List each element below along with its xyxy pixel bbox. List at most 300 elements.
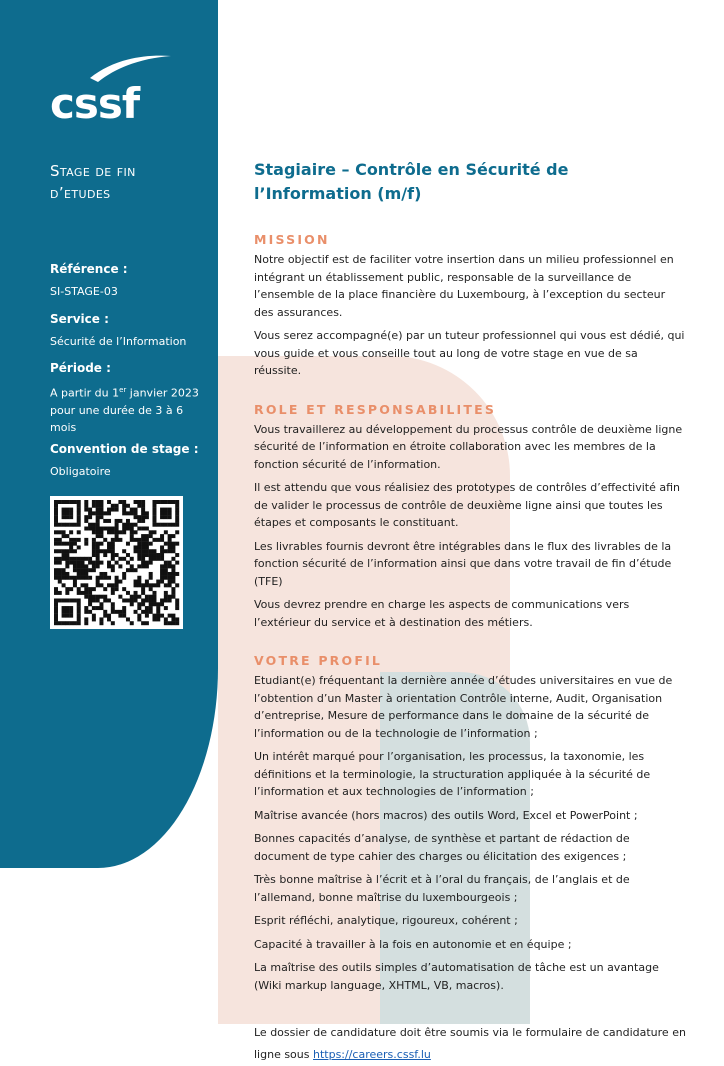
qr-module bbox=[160, 557, 164, 561]
qr-module bbox=[99, 606, 103, 610]
qr-module bbox=[122, 511, 126, 515]
qr-module bbox=[168, 508, 172, 512]
qr-module bbox=[130, 602, 134, 606]
qr-module bbox=[92, 564, 96, 568]
qr-module bbox=[111, 602, 115, 606]
qr-module bbox=[171, 576, 175, 580]
qr-module bbox=[137, 617, 141, 621]
qr-module bbox=[58, 561, 62, 565]
qr-module bbox=[54, 530, 58, 534]
qr-module bbox=[65, 606, 69, 610]
qr-module bbox=[149, 534, 153, 538]
qr-module bbox=[164, 595, 168, 599]
qr-module bbox=[84, 564, 88, 568]
qr-module bbox=[171, 591, 175, 595]
qr-module bbox=[134, 523, 138, 527]
qr-module bbox=[152, 553, 156, 557]
qr-module bbox=[149, 606, 153, 610]
qr-module bbox=[77, 545, 81, 549]
qr-module bbox=[175, 504, 179, 508]
qr-module bbox=[73, 561, 77, 565]
qr-module bbox=[65, 610, 69, 614]
qr-module bbox=[152, 538, 156, 542]
qr-module bbox=[111, 530, 115, 534]
service-label: Service : bbox=[50, 312, 109, 326]
qr-module bbox=[152, 549, 156, 553]
qr-module bbox=[54, 561, 58, 565]
qr-module bbox=[152, 617, 156, 621]
qr-module bbox=[130, 511, 134, 515]
qr-module bbox=[69, 523, 73, 527]
qr-module bbox=[122, 610, 126, 614]
qr-module bbox=[130, 523, 134, 527]
reference-block bbox=[50, 262, 210, 300]
qr-module bbox=[137, 564, 141, 568]
qr-module bbox=[141, 545, 145, 549]
qr-module bbox=[122, 576, 126, 580]
qr-module bbox=[84, 557, 88, 561]
mission-heading: MISSION bbox=[254, 232, 330, 247]
qr-module bbox=[107, 519, 111, 523]
qr-module bbox=[164, 564, 168, 568]
qr-module bbox=[145, 583, 149, 587]
qr-module bbox=[107, 511, 111, 515]
qr-module bbox=[137, 538, 141, 542]
qr-module bbox=[160, 511, 164, 515]
careers-link[interactable]: https://careers.cssf.lu bbox=[313, 1048, 431, 1061]
qr-module bbox=[84, 572, 88, 576]
qr-module bbox=[160, 538, 164, 542]
qr-module bbox=[92, 617, 96, 621]
qr-module bbox=[54, 523, 58, 527]
qr-module bbox=[77, 561, 81, 565]
qr-module bbox=[69, 614, 73, 618]
qr-module bbox=[164, 523, 168, 527]
qr-module bbox=[54, 614, 58, 618]
qr-module bbox=[107, 508, 111, 512]
qr-module bbox=[134, 580, 138, 584]
qr-module bbox=[168, 595, 172, 599]
qr-module bbox=[92, 587, 96, 591]
qr-module bbox=[92, 511, 96, 515]
qr-module bbox=[164, 583, 168, 587]
qr-module bbox=[134, 549, 138, 553]
qr-module bbox=[107, 545, 111, 549]
qr-module bbox=[111, 557, 115, 561]
qr-module bbox=[126, 527, 130, 531]
qr-module bbox=[107, 583, 111, 587]
qr-module bbox=[77, 606, 81, 610]
qr-module bbox=[62, 598, 66, 602]
qr-module bbox=[77, 576, 81, 580]
service-value: Sécurité de l’Information bbox=[50, 335, 187, 348]
qr-module bbox=[168, 534, 172, 538]
qr-module bbox=[103, 511, 107, 515]
qr-module bbox=[84, 504, 88, 508]
qr-module bbox=[156, 617, 160, 621]
qr-module bbox=[92, 538, 96, 542]
qr-module bbox=[126, 553, 130, 557]
qr-module bbox=[164, 561, 168, 565]
qr-module bbox=[175, 508, 179, 512]
qr-module bbox=[65, 553, 69, 557]
qr-module bbox=[118, 557, 122, 561]
qr-module bbox=[92, 598, 96, 602]
qr-module bbox=[92, 542, 96, 546]
qr-module bbox=[92, 530, 96, 534]
qr-module bbox=[156, 500, 160, 504]
main-content bbox=[254, 158, 686, 1066]
qr-module bbox=[58, 621, 62, 625]
qr-module bbox=[58, 598, 62, 602]
qr-module bbox=[175, 511, 179, 515]
qr-module bbox=[145, 610, 149, 614]
qr-module bbox=[65, 523, 69, 527]
qr-module bbox=[62, 583, 66, 587]
qr-module bbox=[168, 621, 172, 625]
qr-module bbox=[168, 598, 172, 602]
qr-module bbox=[92, 561, 96, 565]
qr-module bbox=[77, 519, 81, 523]
qr-module bbox=[62, 568, 66, 572]
qr-module bbox=[149, 530, 153, 534]
qr-module bbox=[118, 614, 122, 618]
qr-module bbox=[107, 530, 111, 534]
qr-module bbox=[168, 500, 172, 504]
qr-module bbox=[54, 538, 58, 542]
qr-module bbox=[137, 515, 141, 519]
sidebar bbox=[0, 0, 218, 868]
qr-module bbox=[84, 587, 88, 591]
qr-module bbox=[96, 549, 100, 553]
qr-module bbox=[126, 617, 130, 621]
qr-module bbox=[168, 511, 172, 515]
qr-module bbox=[171, 500, 175, 504]
qr-module bbox=[149, 553, 153, 557]
qr-module bbox=[96, 530, 100, 534]
qr-module bbox=[175, 515, 179, 519]
qr-module bbox=[99, 530, 103, 534]
qr-module bbox=[84, 576, 88, 580]
qr-module bbox=[96, 598, 100, 602]
qr-module bbox=[54, 519, 58, 523]
profil-item: Esprit réfléchi, analytique, rigoureux, cohérent ; bbox=[254, 914, 518, 927]
qr-module bbox=[164, 542, 168, 546]
qr-module bbox=[115, 527, 119, 531]
qr-module bbox=[130, 534, 134, 538]
qr-module bbox=[62, 500, 66, 504]
qr-module bbox=[115, 576, 119, 580]
periode-value: A partir du 1er janvier 2023 pour une durée de 3 à 6 mois bbox=[50, 386, 199, 434]
qr-module bbox=[96, 500, 100, 504]
qr-module bbox=[168, 549, 172, 553]
qr-module bbox=[84, 519, 88, 523]
qr-module bbox=[99, 583, 103, 587]
qr-module bbox=[62, 511, 66, 515]
qr-module bbox=[130, 557, 134, 561]
qr-module bbox=[88, 568, 92, 572]
qr-module bbox=[92, 545, 96, 549]
qr-module bbox=[175, 583, 179, 587]
qr-module bbox=[96, 557, 100, 561]
qr-module bbox=[171, 617, 175, 621]
qr-module bbox=[141, 500, 145, 504]
qr-module bbox=[145, 553, 149, 557]
qr-module bbox=[88, 523, 92, 527]
qr-module bbox=[152, 500, 156, 504]
qr-module bbox=[62, 621, 66, 625]
qr-module bbox=[134, 598, 138, 602]
svg-text:cssf: cssf bbox=[50, 79, 140, 124]
qr-module bbox=[126, 519, 130, 523]
qr-module bbox=[171, 568, 175, 572]
qr-module bbox=[92, 568, 96, 572]
qr-module bbox=[130, 595, 134, 599]
qr-module bbox=[62, 542, 66, 546]
qr-module bbox=[73, 568, 77, 572]
qr-module bbox=[122, 504, 126, 508]
qr-module bbox=[122, 500, 126, 504]
qr-module bbox=[152, 508, 156, 512]
qr-module bbox=[164, 606, 168, 610]
qr-module bbox=[111, 527, 115, 531]
qr-module bbox=[141, 519, 145, 523]
qr-module bbox=[141, 587, 145, 591]
qr-module bbox=[99, 527, 103, 531]
qr-module bbox=[141, 511, 145, 515]
qr-module bbox=[149, 587, 153, 591]
qr-module bbox=[168, 538, 172, 542]
qr-module bbox=[134, 500, 138, 504]
qr-module bbox=[160, 576, 164, 580]
qr-module bbox=[58, 523, 62, 527]
qr-module bbox=[171, 564, 175, 568]
reference-label: Référence : bbox=[50, 262, 128, 276]
stage-title: Stage de fin d’etudes bbox=[50, 162, 136, 202]
qr-module bbox=[54, 511, 58, 515]
qr-module bbox=[160, 500, 164, 504]
qr-module bbox=[160, 515, 164, 519]
qr-module bbox=[152, 557, 156, 561]
qr-module bbox=[137, 549, 141, 553]
qr-module bbox=[152, 602, 156, 606]
qr-module bbox=[137, 576, 141, 580]
qr-module bbox=[160, 572, 164, 576]
qr-module bbox=[141, 564, 145, 568]
qr-module bbox=[62, 576, 66, 580]
qr-module bbox=[111, 504, 115, 508]
qr-module bbox=[88, 557, 92, 561]
qr-module bbox=[152, 595, 156, 599]
qr-module bbox=[134, 591, 138, 595]
qr-module bbox=[77, 530, 81, 534]
qr-module bbox=[145, 515, 149, 519]
qr-module bbox=[134, 530, 138, 534]
profil-item: La maîtrise des outils simples d’automatisation de tâche est un avantage (Wiki markup language, XHTML, VB, macros). bbox=[254, 961, 659, 992]
qr-module bbox=[152, 614, 156, 618]
periode-block bbox=[50, 361, 210, 436]
qr-module bbox=[96, 511, 100, 515]
qr-module bbox=[149, 576, 153, 580]
service-block bbox=[50, 312, 210, 350]
qr-module bbox=[137, 583, 141, 587]
qr-module bbox=[134, 568, 138, 572]
qr-module bbox=[145, 621, 149, 625]
qr-module bbox=[118, 595, 122, 599]
qr-module bbox=[141, 508, 145, 512]
qr-module bbox=[141, 515, 145, 519]
qr-module bbox=[145, 564, 149, 568]
qr-module bbox=[65, 557, 69, 561]
role-heading: ROLE ET RESPONSABILITES bbox=[254, 401, 497, 417]
qr-module bbox=[145, 545, 149, 549]
qr-module bbox=[115, 523, 119, 527]
qr-module bbox=[160, 602, 164, 606]
qr-module bbox=[145, 598, 149, 602]
qr-module bbox=[54, 542, 58, 546]
qr-module bbox=[160, 508, 164, 512]
qr-module bbox=[77, 617, 81, 621]
qr-module bbox=[130, 508, 134, 512]
qr-module bbox=[134, 583, 138, 587]
qr-module bbox=[164, 576, 168, 580]
qr-module bbox=[107, 564, 111, 568]
qr-module bbox=[96, 606, 100, 610]
qr-module bbox=[168, 580, 172, 584]
qr-module bbox=[145, 542, 149, 546]
qr-module bbox=[99, 500, 103, 504]
qr-module bbox=[77, 515, 81, 519]
qr-module bbox=[73, 583, 77, 587]
qr-module bbox=[164, 530, 168, 534]
qr-module bbox=[84, 591, 88, 595]
qr-module bbox=[73, 500, 77, 504]
qr-module bbox=[69, 561, 73, 565]
qr-module bbox=[88, 527, 92, 531]
qr-module bbox=[54, 508, 58, 512]
qr-module bbox=[149, 542, 153, 546]
qr-module bbox=[141, 538, 145, 542]
qr-module bbox=[126, 542, 130, 546]
qr-module bbox=[99, 534, 103, 538]
qr-module bbox=[54, 557, 58, 561]
qr-module bbox=[160, 568, 164, 572]
qr-module bbox=[81, 568, 85, 572]
qr-module bbox=[65, 621, 69, 625]
qr-module bbox=[103, 587, 107, 591]
qr-module bbox=[175, 598, 179, 602]
qr-module bbox=[69, 576, 73, 580]
qr-module bbox=[88, 561, 92, 565]
qr-module bbox=[111, 545, 115, 549]
qr-module bbox=[126, 511, 130, 515]
qr-module bbox=[152, 504, 156, 508]
qr-module bbox=[118, 530, 122, 534]
qr-module bbox=[81, 561, 85, 565]
qr-module bbox=[96, 595, 100, 599]
qr-module bbox=[149, 549, 153, 553]
qr-module bbox=[54, 610, 58, 614]
qr-module bbox=[103, 538, 107, 542]
qr-module bbox=[65, 515, 69, 519]
qr-module bbox=[168, 545, 172, 549]
qr-module bbox=[137, 553, 141, 557]
qr-module bbox=[175, 606, 179, 610]
qr-module bbox=[62, 572, 66, 576]
qr-module bbox=[88, 595, 92, 599]
qr-module bbox=[84, 610, 88, 614]
job-title: Stagiaire – Contrôle en Sécurité de l’Information (m/f) bbox=[254, 160, 569, 203]
qr-module bbox=[156, 557, 160, 561]
qr-module bbox=[141, 561, 145, 565]
qr-module bbox=[81, 564, 85, 568]
qr-module bbox=[175, 542, 179, 546]
qr-module bbox=[149, 561, 153, 565]
qr-module bbox=[65, 572, 69, 576]
qr-module bbox=[137, 542, 141, 546]
qr-module bbox=[107, 542, 111, 546]
qr-module bbox=[122, 508, 126, 512]
qr-module bbox=[111, 621, 115, 625]
qr-module bbox=[107, 617, 111, 621]
qr-module bbox=[118, 538, 122, 542]
qr-module bbox=[54, 500, 58, 504]
qr-module bbox=[96, 519, 100, 523]
qr-module bbox=[118, 610, 122, 614]
qr-module bbox=[137, 557, 141, 561]
qr-module bbox=[156, 523, 160, 527]
qr-module bbox=[145, 527, 149, 531]
qr-module bbox=[175, 519, 179, 523]
qr-code-icon[interactable] bbox=[50, 496, 183, 629]
qr-module bbox=[58, 549, 62, 553]
qr-module bbox=[96, 553, 100, 557]
qr-module bbox=[115, 519, 119, 523]
qr-module bbox=[99, 595, 103, 599]
qr-module bbox=[88, 576, 92, 580]
qr-module bbox=[164, 511, 168, 515]
qr-module bbox=[103, 519, 107, 523]
qr-module bbox=[96, 508, 100, 512]
qr-module bbox=[141, 542, 145, 546]
qr-module bbox=[118, 564, 122, 568]
qr-module bbox=[58, 557, 62, 561]
qr-module bbox=[92, 614, 96, 618]
qr-module bbox=[164, 591, 168, 595]
qr-module bbox=[62, 549, 66, 553]
profil-item: Très bonne maîtrise à l’écrit et à l’oral du français, de l’anglais et de l’allemand, bonne maîtrise du luxembourgeois ; bbox=[254, 873, 630, 904]
qr-module bbox=[134, 538, 138, 542]
qr-module bbox=[175, 602, 179, 606]
qr-module bbox=[115, 583, 119, 587]
qr-module bbox=[62, 614, 66, 618]
qr-module bbox=[134, 595, 138, 599]
qr-module bbox=[77, 511, 81, 515]
qr-module bbox=[69, 500, 73, 504]
qr-module bbox=[111, 587, 115, 591]
qr-module bbox=[149, 602, 153, 606]
qr-module bbox=[96, 523, 100, 527]
qr-module bbox=[99, 515, 103, 519]
qr-module bbox=[126, 504, 130, 508]
qr-module bbox=[58, 591, 62, 595]
qr-module bbox=[92, 606, 96, 610]
qr-module bbox=[141, 557, 145, 561]
qr-module bbox=[111, 564, 115, 568]
qr-module bbox=[171, 587, 175, 591]
qr-module bbox=[99, 576, 103, 580]
qr-module bbox=[103, 527, 107, 531]
